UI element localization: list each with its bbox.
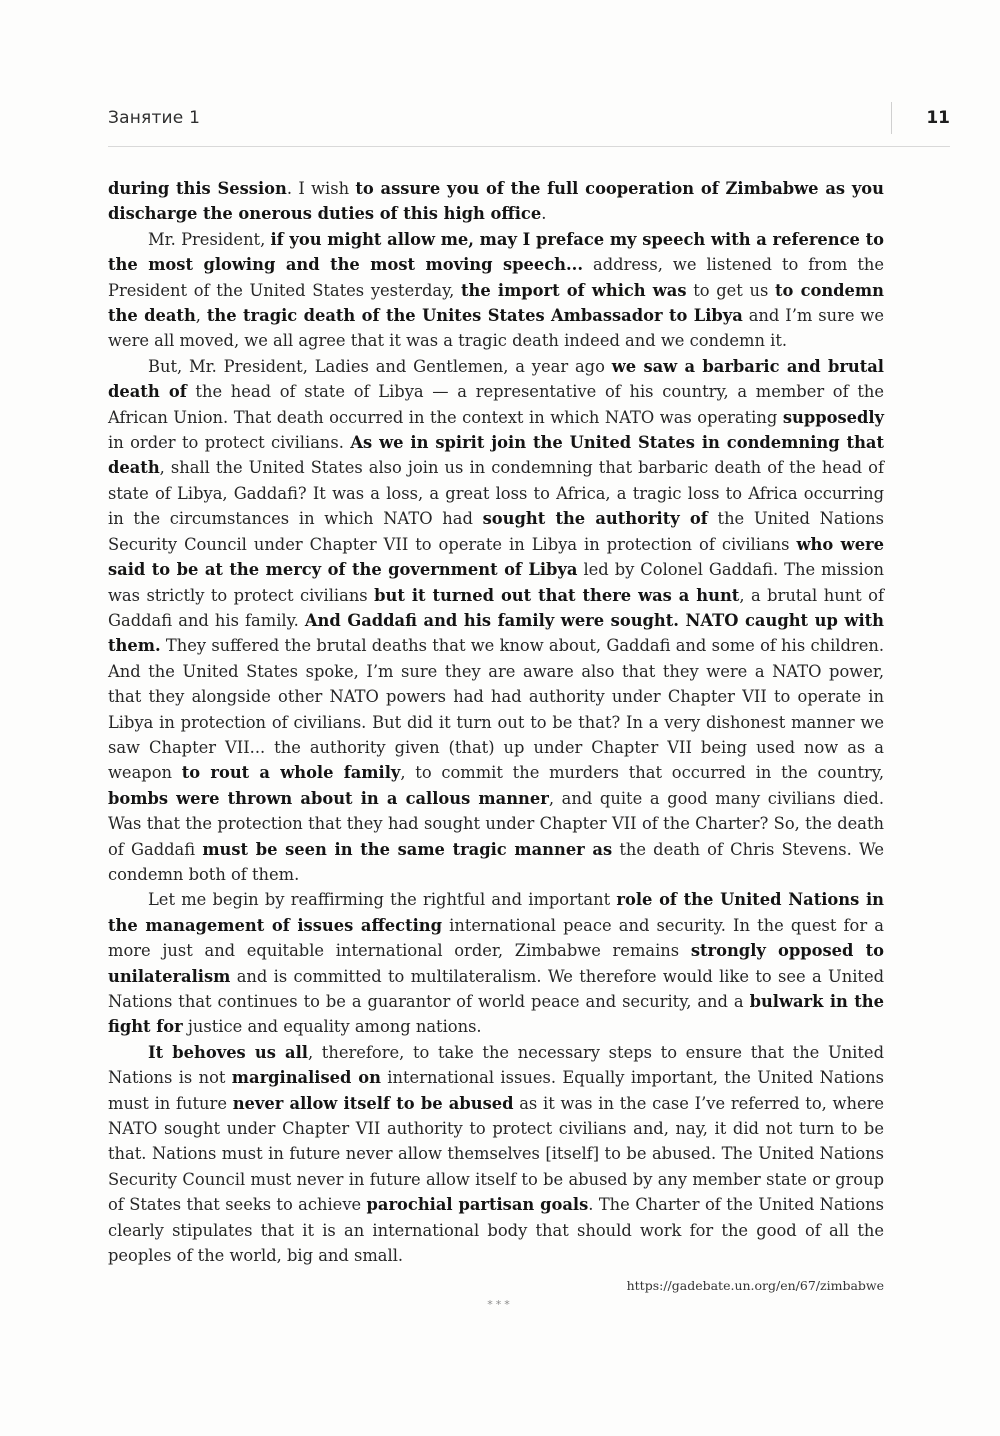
running-header bbox=[108, 106, 950, 147]
text-run: justice and equality among nations. bbox=[182, 1017, 482, 1037]
chapter-title: Занятие 1 bbox=[108, 108, 201, 128]
emphasized-phrase: to rout a whole family bbox=[181, 763, 401, 783]
emphasized-phrase: if you might allow me, may I preface my speech with a reference to the most glowing and the most moving speech... bbox=[108, 229, 884, 275]
paragraph bbox=[108, 887, 884, 1039]
text-run: They suffered the brutal deaths that we know about, Gaddafi and some of his children. And the United States spoke, I’m sure they are aware also that they were a NATO power, that they alongside other NATO powers had had authority under Chapter VII to operate in Libya in protection of civilians. But did it turn out to be that? In a very dishonest manner we saw Chapter VII... the authority given (that) up under Chapter VII being used now as a weapon bbox=[108, 636, 884, 783]
text-run: the head of state of Libya — a representative of his country, a member of the African Union. That death occurred in the context in which NATO was operating bbox=[108, 382, 885, 427]
section-separator: *** bbox=[487, 1298, 513, 1311]
text-run: , therefore, to take the necessary steps to ensure that the United Nations is not bbox=[108, 1042, 884, 1088]
source-link[interactable]: https://gadebate.un.org/en/67/zimbabwe bbox=[626, 1278, 884, 1293]
emphasized-phrase: bulwark in the fight for bbox=[108, 992, 885, 1037]
emphasized-phrase: the import of which was bbox=[461, 280, 687, 300]
text-run: the United Nations Security Council under Chapter VII to operate in Libya in protection of civilians bbox=[108, 509, 884, 554]
text-run: . The Charter of the United Nations clearly stipulates that it is an international body that should work for the good of all the peoples of the world, big and small. bbox=[108, 1195, 884, 1266]
text-run: as it was in the case I’ve referred to, where NATO sought under Chapter VII authority to protect civilians and, nay, it did not turn to be that. Nations must in future never allow themselves [itself] to be abused. The United Nations Security Council must never in future allow itself to be abused by any member state or group of States that seeks to achieve bbox=[108, 1093, 885, 1215]
emphasized-phrase: role of the United Nations in the management of issues affecting bbox=[108, 890, 884, 935]
text-run: , bbox=[195, 306, 207, 326]
emphasized-phrase: during this Session bbox=[108, 179, 287, 198]
text-run: the death of Chris Stevens. We condemn both of them. bbox=[108, 839, 884, 884]
text-run: , and quite a good many civilians died. Was that the protection that they had sought under Chapter VII of the Charter? So, the death of Gaddafi bbox=[108, 788, 884, 859]
emphasized-phrase: to assure you of the full cooperation of Zimbabwe as you discharge the onerous duties of this high office bbox=[108, 179, 884, 224]
text-run: international issues. Equally important, the United Nations must in future bbox=[108, 1068, 884, 1113]
paragraph bbox=[108, 176, 884, 227]
emphasized-phrase: parochial partisan goals bbox=[366, 1195, 589, 1215]
header-divider bbox=[891, 102, 892, 134]
emphasized-phrase: never allow itself to be abused bbox=[232, 1093, 514, 1113]
page-number: 11 bbox=[926, 108, 950, 128]
text-run: , to commit the murders that occurred in the country, bbox=[400, 763, 884, 783]
text-run: . bbox=[541, 204, 547, 224]
text-run: to get us bbox=[686, 280, 776, 300]
text-run: But, Mr. President, Ladies and Gentlemen, a year ago bbox=[148, 356, 612, 376]
speech-text bbox=[108, 176, 884, 1268]
text-run: address, we listened to from the President of the United States yesterday, bbox=[108, 255, 884, 300]
emphasized-phrase: to condemn the death bbox=[108, 280, 884, 326]
emphasized-phrase: bombs were thrown about in a callous manner bbox=[108, 788, 549, 808]
emphasized-phrase: supposedly bbox=[782, 407, 884, 427]
emphasized-phrase: who were said to be at the mercy of the government of Libya bbox=[108, 534, 884, 580]
text-run: , a brutal hunt of Gaddafi and his family. bbox=[108, 585, 885, 630]
text-run: . I wish bbox=[286, 179, 356, 198]
text-run: Let me begin by reaffirming the rightful and important bbox=[148, 890, 617, 910]
emphasized-phrase: strongly opposed to unilateralism bbox=[108, 941, 884, 986]
text-run: international peace and security. In the quest for a more just and equitable international order, Zimbabwe remains bbox=[108, 915, 884, 961]
emphasized-phrase: It behoves us all bbox=[148, 1042, 308, 1062]
emphasized-phrase: but it turned out that there was a hunt bbox=[374, 585, 740, 605]
emphasized-phrase: marginalised on bbox=[231, 1068, 381, 1088]
text-run: , shall the United States also join us in condemning that barbaric death of the head of state of Libya, Gaddafi? It was a loss, a great loss to Africa, a tragic loss to Africa occurring in the circumstances in which NATO had bbox=[108, 458, 884, 529]
text-run: in order to protect civilians. bbox=[108, 433, 351, 453]
emphasized-phrase: the tragic death of the Unites States Ambassador to Libya bbox=[206, 306, 743, 326]
text-run: and I’m sure we were all moved, we all agree that it was a tragic death indeed and we condemn it. bbox=[108, 306, 884, 351]
text-run: and is committed to multilateralism. We therefore would like to see a United Nations that continues to be a guarantor of world peace and security, and a bbox=[108, 966, 884, 1011]
emphasized-phrase: we saw a barbaric and brutal death of bbox=[108, 356, 884, 402]
emphasized-phrase: must be seen in the same tragic manner as bbox=[202, 839, 613, 859]
text-run: led by Colonel Gaddafi. The mission was strictly to protect civilians bbox=[108, 560, 884, 605]
text-run: Mr. President, bbox=[148, 229, 271, 249]
emphasized-phrase: As we in spirit join the United States in condemning that death bbox=[108, 433, 884, 478]
paragraph bbox=[108, 1040, 884, 1269]
paragraph bbox=[108, 354, 884, 888]
paragraph bbox=[108, 227, 884, 354]
emphasized-phrase: sought the authority of bbox=[482, 509, 708, 529]
emphasized-phrase: And Gaddafi and his family were sought. NATO caught up with them. bbox=[108, 610, 884, 656]
